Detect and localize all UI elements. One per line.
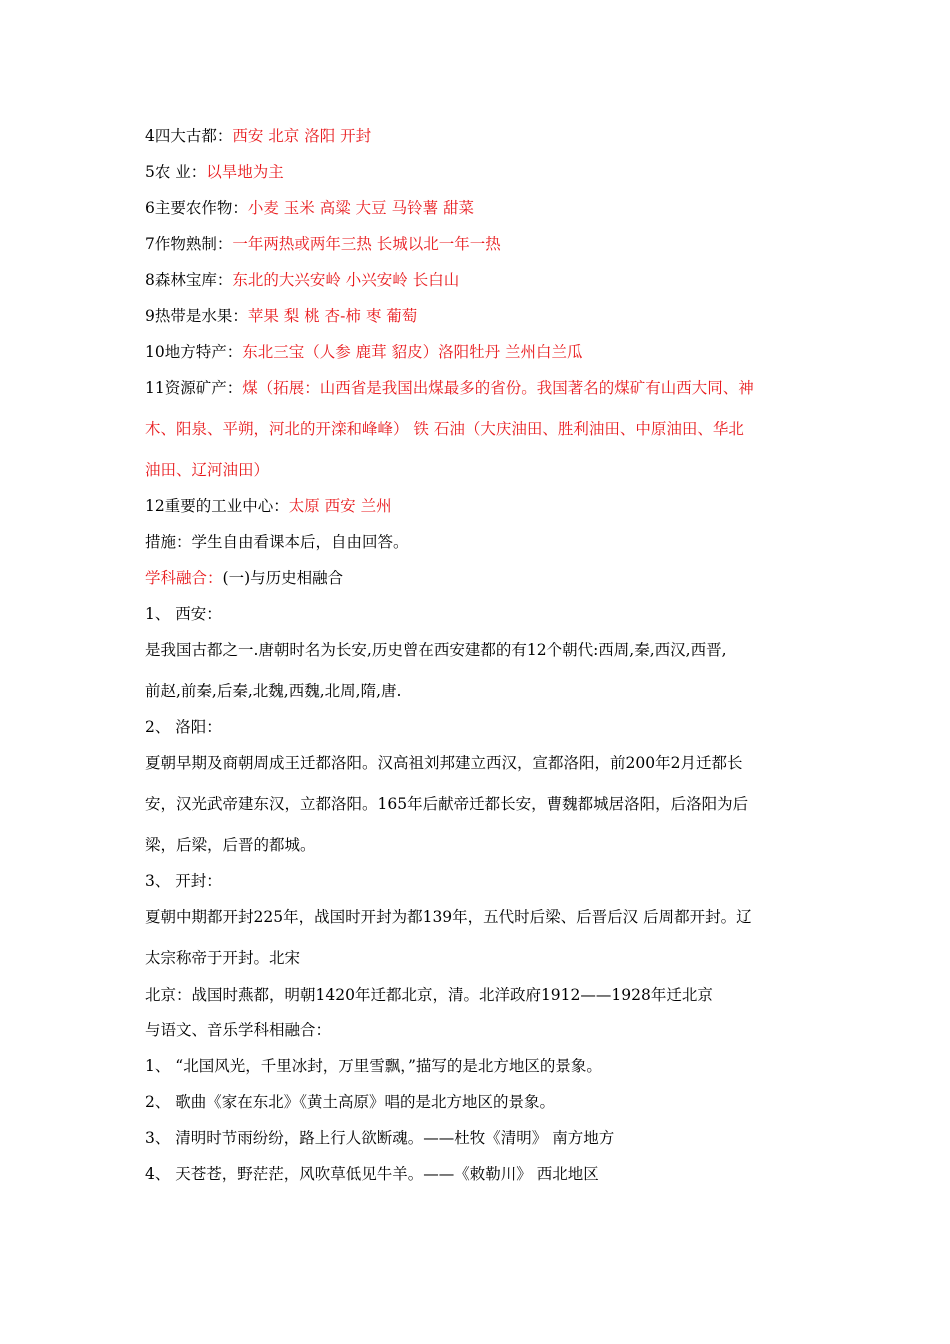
line-fruits — [145, 306, 417, 326]
history-body-xian-1: 是我国古都之一.唐朝时名为长安,历史曾在西安建都的有12个朝代:西周,秦,西汉,西晋, — [145, 641, 727, 659]
label: 7作物熟制： — [145, 235, 233, 253]
value: 一年两热或两年三热 长城以北一年一热 — [232, 235, 501, 253]
literature-item: 4、 天苍苍，野茫茫，风吹草低见牛羊。——《敕勒川》 西北地区 — [145, 1165, 599, 1183]
history-body-kaifeng-1: 夏朝中期都开封225年，战国时开封为都139年，五代时后梁、后晋后汉 后周都开封。辽 — [145, 908, 752, 926]
history-body-luoyang-2: 安，汉光武帝建东汉，立都洛阳。165年后献帝迁都长安，曹魏都城居洛阳，后洛阳为后 — [145, 795, 749, 813]
fusion-line — [145, 568, 343, 588]
line-crop-cycle — [145, 234, 501, 254]
literature-title: 与语文、音乐学科相融合： — [145, 1021, 332, 1039]
line-agriculture — [145, 162, 284, 182]
measures-line: 措施：学生自由看课本后，自由回答。 — [145, 533, 409, 551]
history-body-xian-2: 前赵,前秦,后秦,北魏,西魏,北周,隋,唐. — [145, 682, 402, 700]
label: 4四大古都： — [145, 127, 233, 145]
literature-item: 3、 清明时节雨纷纷，路上行人欲断魂。——杜牧《清明》 南方地方 — [145, 1129, 615, 1147]
value: 东北的大兴安岭 小兴安岭 长白山 — [232, 271, 460, 289]
line-specialties — [145, 342, 583, 362]
line-minerals-cont-2 — [145, 460, 269, 480]
line-main-crops — [145, 198, 474, 218]
line-industrial-centers — [145, 496, 392, 516]
line-four-ancient-capitals — [145, 126, 371, 146]
value: 以旱地为主 — [206, 163, 284, 181]
literature-item: 2、 歌曲《家在东北》《黄土高原》唱的是北方地区的景象。 — [145, 1093, 556, 1111]
line-minerals — [145, 378, 754, 398]
fusion-text: (一)与历史相融合 — [222, 569, 344, 587]
literature-item: 1、 “北国风光，千里冰封，万里雪飘，”描写的是北方地区的景象。 — [145, 1057, 602, 1075]
history-body-luoyang-1: 夏朝早期及商朝周成王迁都洛阳。汉高祖刘邦建立西汉，宣都洛阳，前200年2月迁都长 — [145, 754, 743, 772]
history-heading-luoyang: 2、 洛阳： — [145, 718, 222, 736]
fusion-label: 学科融合： — [145, 569, 223, 587]
value: 油田、辽河油田） — [145, 461, 270, 479]
history-heading-xian: 1、 西安： — [145, 605, 222, 623]
value: 小麦 玉米 高粱 大豆 马铃薯 甜菜 — [247, 199, 475, 217]
history-body-kaifeng-2: 太宗称帝于开封。北宋 — [145, 949, 301, 967]
label: 12重要的工业中心： — [145, 497, 289, 515]
value: 煤（拓展：山西省是我国出煤最多的省份。我国著名的煤矿有山西大同、神 — [242, 379, 754, 397]
value: 东北三宝（人参 鹿茸 貂皮）洛阳牡丹 兰州白兰瓜 — [242, 343, 583, 361]
line-minerals-cont-1 — [145, 419, 744, 439]
value: 苹果 梨 桃 杏-柿 枣 葡萄 — [247, 307, 418, 325]
label: 9热带是水果： — [145, 307, 248, 325]
history-heading-kaifeng: 3、 开封： — [145, 872, 222, 890]
value: 西安 北京 洛阳 开封 — [232, 127, 372, 145]
label: 6主要农作物： — [145, 199, 248, 217]
beijing-line: 北京：战国时燕都，明朝1420年迁都北京，清。北洋政府1912——1928年迁北京 — [145, 986, 713, 1004]
history-body-luoyang-3: 梁，后梁，后晋的都城。 — [145, 836, 316, 854]
label: 11资源矿产： — [145, 379, 243, 397]
label: 10地方特产： — [145, 343, 243, 361]
label: 5农 业： — [145, 163, 207, 181]
value: 木、阳泉、平朔，河北的开滦和峰峰） 铁 石油（大庆油田、胜利油田、中原油田、华北 — [145, 420, 744, 438]
line-forest — [145, 270, 459, 290]
label: 8森林宝库： — [145, 271, 233, 289]
value: 太原 西安 兰州 — [288, 497, 392, 515]
